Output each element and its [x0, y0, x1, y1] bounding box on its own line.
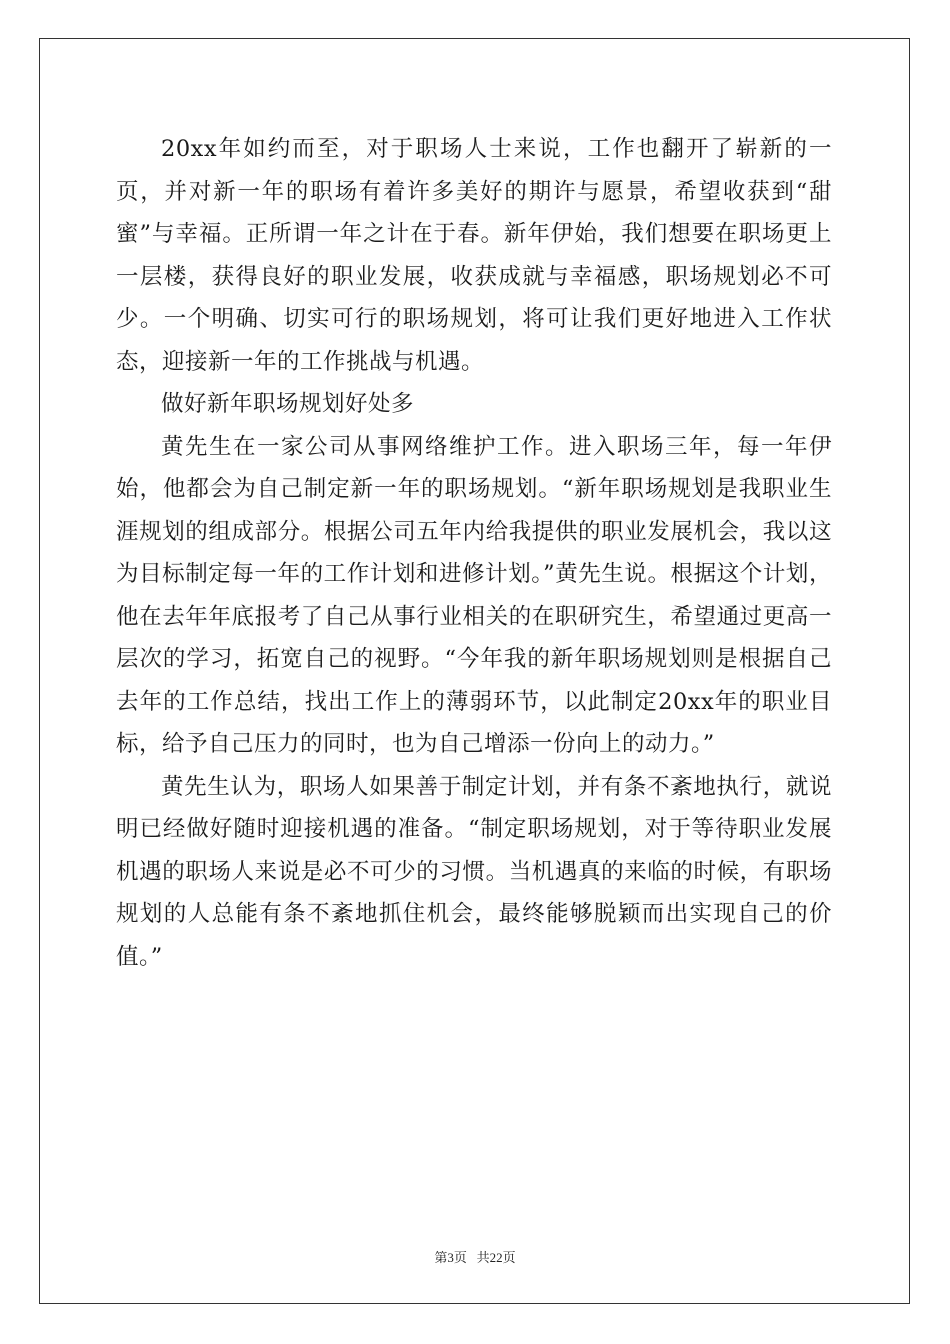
section-heading: 做好新年职场规划好处多: [161, 391, 415, 417]
document-body: [116, 128, 832, 978]
paragraph-huang-opinion: 黄先生认为，职场人如果善于制定计划，并有条不紊地执行，就说明已经做好随时迎接机遇的准备。“制定职场规划，对于等待职业发展机遇的职场人来说是必不可少的习惯。当机遇真的来临的时候，有职场规划的人总能有条不紊地抓住机会，最终能够脱颖而出实现自己的价值。”: [116, 773, 832, 970]
paragraph-huang-plan: 黄先生在一家公司从事网络维护工作。进入职场三年，每一年伊始，他都会为自己制定新一年的职场规划。“新年职场规划是我职业生涯规划的组成部分。根据公司五年内给我提供的职业发展机会，我以这为目标制定每一年的工作计划和进修计划。”黄先生说。根据这个计划，他在去年年底报考了自己从事行业相关的在职研究生，希望通过更高一层次的学习，拓宽自己的视野。“今年我的新年职场规划则是根据自己去年的工作总结，找出工作上的薄弱环节，以此制定20xx年的职业目标，给予自己压力的同时，也为自己增添一份向上的动力。”: [116, 433, 832, 757]
page-total: 共22页: [476, 1250, 516, 1265]
paragraph-intro: 20xx年如约而至，对于职场人士来说，工作也翻开了崭新的一页，并对新一年的职场有着许多美好的期许与愿景，希望收获到“甜蜜”与幸福。正所谓一年之计在于春。新年伊始，我们想要在职场更上一层楼，获得良好的职业发展，收获成就与幸福感，职场规划必不可少。一个明确、切实可行的职场规划，将可让我们更好地进入工作状态，迎接新一年的工作挑战与机遇。: [116, 136, 832, 375]
page-footer: [0, 1247, 950, 1266]
page-number: 第3页: [434, 1250, 467, 1265]
